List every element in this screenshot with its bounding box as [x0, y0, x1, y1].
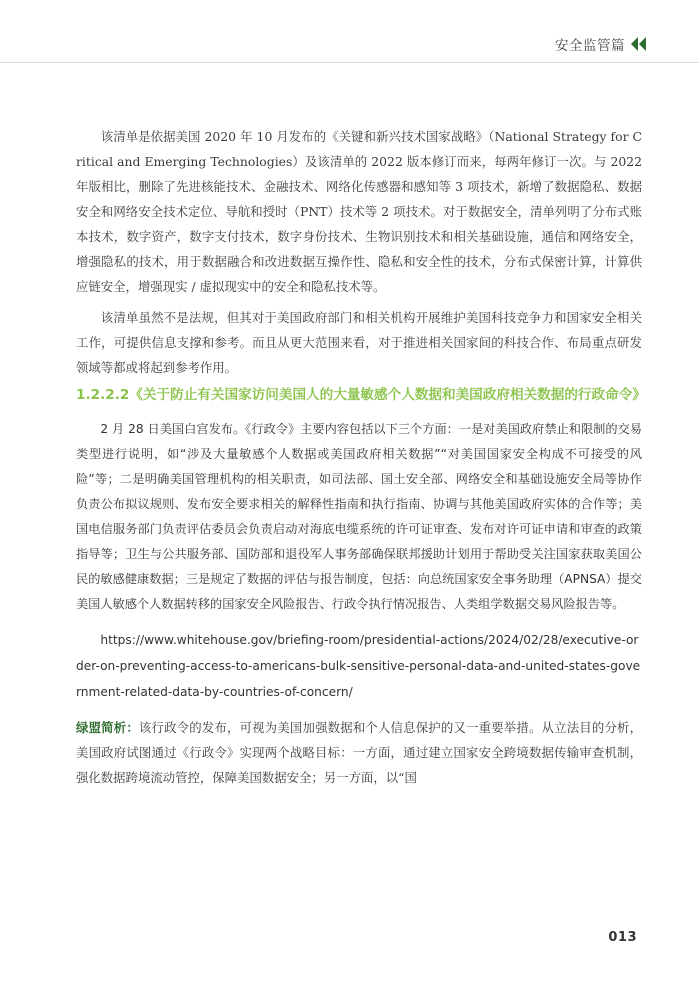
- paragraph-executive-order: 2 月 28 日美国白宫发布。《行政令》主要内容包括以下三个方面：一是对美国政府禁止和限制的交易类型进行说明，如“涉及大量敏感个人数据或美国政府相关数据”“对美国国家安全构成不可接受的风险”等；二是明确美国管理机构的相关职责，如司法部、国土安全部、网络安全和基础设施安全局等协作负责公布拟议规则、发布安全要求相关的解释性指南和执行指南、协调与其他美国政府实体的合作等；美国电信服务部门负责评估委员会负责启动对海底电缆系统的许可证审查、发布对许可证申请和审查的政策指导等；卫生与公共服务部、国防部和退役军人事务部确保联邦援助计划用于帮助受关注国家获取美国公民的敏感健康数据；三是规定了数据的评估与报告制度，包括：向总统国家安全事务助理（APNSA）提交美国人敏感个人数据转移的国家安全风险报告、行政令执行情况报告、人类组学数据交易风险报告等。: [76, 422, 642, 611]
- page-number: 013: [608, 930, 637, 945]
- header-divider: [0, 62, 699, 63]
- section-title: 安全监管篇: [555, 38, 625, 54]
- page-content: [76, 124, 646, 790]
- analysis-text: 该行政令的发布，可视为美国加强数据和个人信息保护的又一重要举措。从立法目的分析，美国政府试图通过《行政令》实现两个战略目标：一方面，通过建立国家安全跨境数据传输审查机制，强化数据跨境流动管控，保障美国数据安全；另一方面，以“国: [76, 720, 643, 785]
- analysis-label: 绿盟简析：: [76, 720, 139, 735]
- double-chevron-left-icon: [631, 37, 647, 51]
- paragraph-list-description: 该清单是依据美国 2020 年 10 月发布的《关键和新兴技术国家战略》（National Strategy for Critical and Emerging Technologies）及该清单的 2022 版本修订而来，每两年修订一次。与 2022 年版相比，删除了先进核能技术、金融技术、网络化传感器和感知等 3 项技术，新增了数据隐私、数据安全和网络安全技术定位、导航和授时（PNT）技术等 2 项技术。对于数据安全，清单列明了分布式账本技术，数字资产，数字支付技术，数字身份技术、生物识别技术和相关基础设施，通信和网络安全，增强隐私的技术，用于数据融合和改进数据互操作性、隐私和安全性的技术，分布式保密计算，计算供应链安全，增强现实 / 虚拟现实中的安全和隐私技术等。: [76, 129, 642, 294]
- page-header: [555, 32, 647, 56]
- paragraph-list-significance: 该清单虽然不是法规，但其对于美国政府部门和相关机构开展维护美国科技竞争力和国家安全相关工作，可提供信息支撑和参考。而且从更大范围来看，对于推进相关国家间的科技合作、布局重点研发领域等都或将起到参考作用。: [76, 310, 642, 375]
- analysis-paragraph: [76, 715, 642, 790]
- source-url: https://www.whitehouse.gov/briefing-room/presidential-actions/2024/02/28/executive-order-on-preventing-access-to-americans-bulk-sensitive-personal-data-and-united-states-government-related-data-by-countries-of-concern/: [76, 633, 641, 699]
- section-heading: 1.2.2.2《关于防止有关国家访问美国人的大量敏感个人数据和美国政府相关数据的行政命令》: [76, 387, 646, 403]
